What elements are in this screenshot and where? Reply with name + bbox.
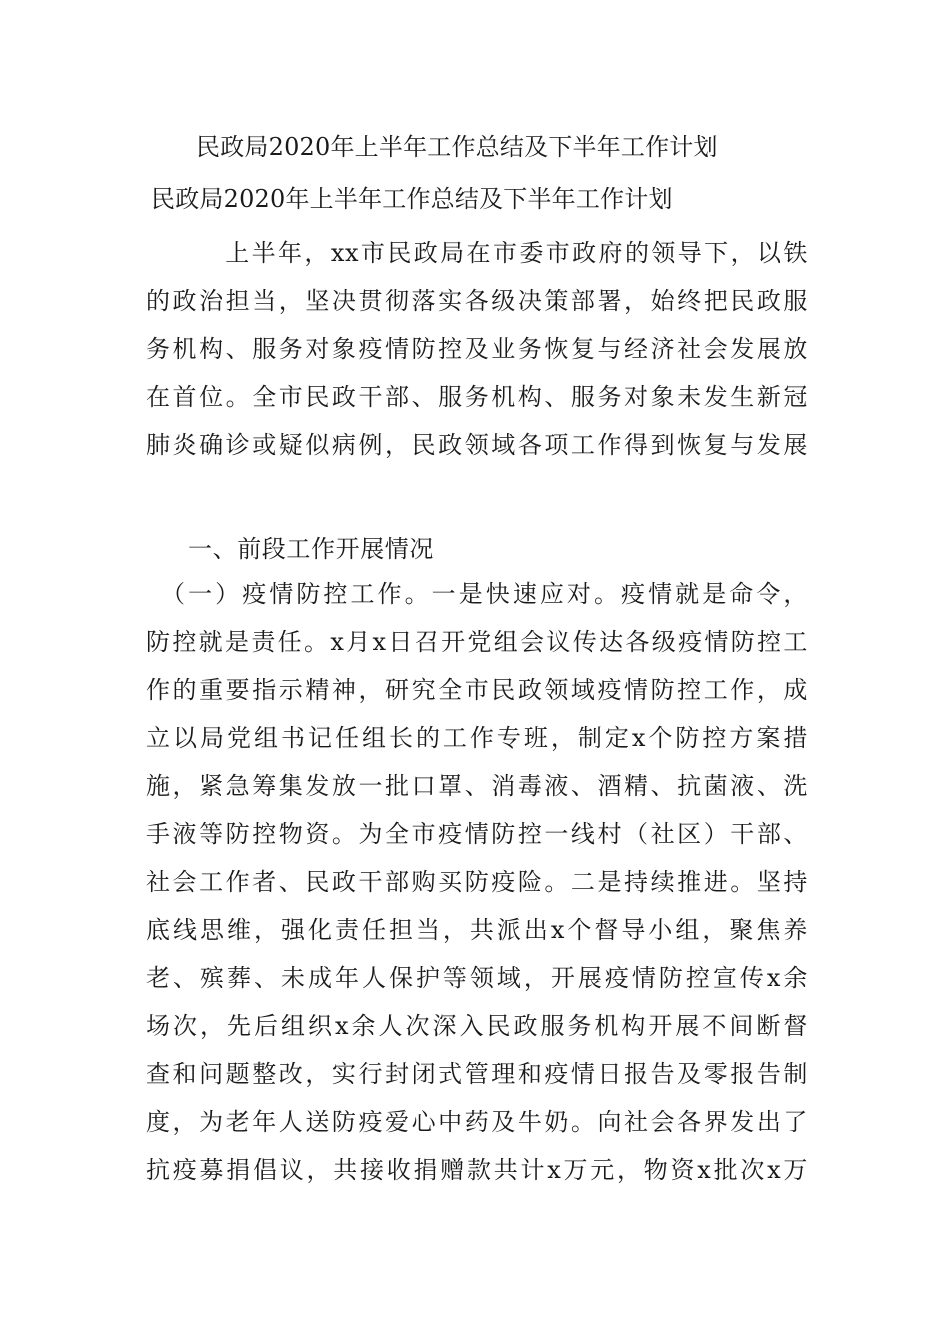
paragraph-line: 抗疫募捐倡议，共接收捐赠款共计x万元，物资x批次x万 xyxy=(146,1156,808,1184)
paragraph-line: 社会工作者、民政干部购买防疫险。二是持续推进。坚持 xyxy=(146,868,808,896)
section-heading: 一、前段工作开展情况 xyxy=(188,535,434,563)
paragraph-line: 在首位。全市民政干部、服务机构、服务对象未发生新冠 xyxy=(146,383,808,411)
paragraph-line: 立以局党组书记任组长的工作专班，制定x个防控方案措 xyxy=(146,724,808,752)
paragraph-line: 底线思维，强化责任担当，共派出x个督导小组，聚焦养 xyxy=(146,916,808,944)
paragraph-line: 作的重要指示精神，研究全市民政领域疫情防控工作，成 xyxy=(146,676,808,704)
document-title: 民政局2020年上半年工作总结及下半年工作计划 xyxy=(196,133,718,161)
paragraph-line: 老、殡葬、未成年人保护等领域，开展疫情防控宣传x余 xyxy=(146,964,808,992)
paragraph-line: 手液等防控物资。为全市疫情防控一线村（社区）干部、 xyxy=(146,820,808,848)
paragraph-line: 上半年，xx市民政局在市委市政府的领导下，以铁 xyxy=(146,239,808,267)
paragraph-line: 场次，先后组织x余人次深入民政服务机构开展不间断督 xyxy=(146,1012,808,1040)
document-subtitle: 民政局2020年上半年工作总结及下半年工作计划 xyxy=(151,185,673,213)
paragraph-line: 查和问题整改，实行封闭式管理和疫情日报告及零报告制 xyxy=(146,1060,808,1088)
intro-paragraph xyxy=(146,229,808,469)
paragraph-line: 肺炎确诊或疑似病例，民政领域各项工作得到恢复与发展 xyxy=(146,431,808,459)
section-paragraph xyxy=(146,570,808,1194)
paragraph-line: 防控就是责任。x月x日召开党组会议传达各级疫情防控工 xyxy=(146,628,808,656)
paragraph-line: 度，为老年人送防疫爱心中药及牛奶。向社会各界发出了 xyxy=(146,1108,808,1136)
paragraph-line: 的政治担当，坚决贯彻落实各级决策部署，始终把民政服 xyxy=(146,287,808,315)
paragraph-line: （一）疫情防控工作。一是快速应对。疫情就是命令， xyxy=(146,580,808,608)
paragraph-line: 施，紧急筹集发放一批口罩、消毒液、酒精、抗菌液、洗 xyxy=(146,772,808,800)
paragraph-line: 务机构、服务对象疫情防控及业务恢复与经济社会发展放 xyxy=(146,335,808,363)
